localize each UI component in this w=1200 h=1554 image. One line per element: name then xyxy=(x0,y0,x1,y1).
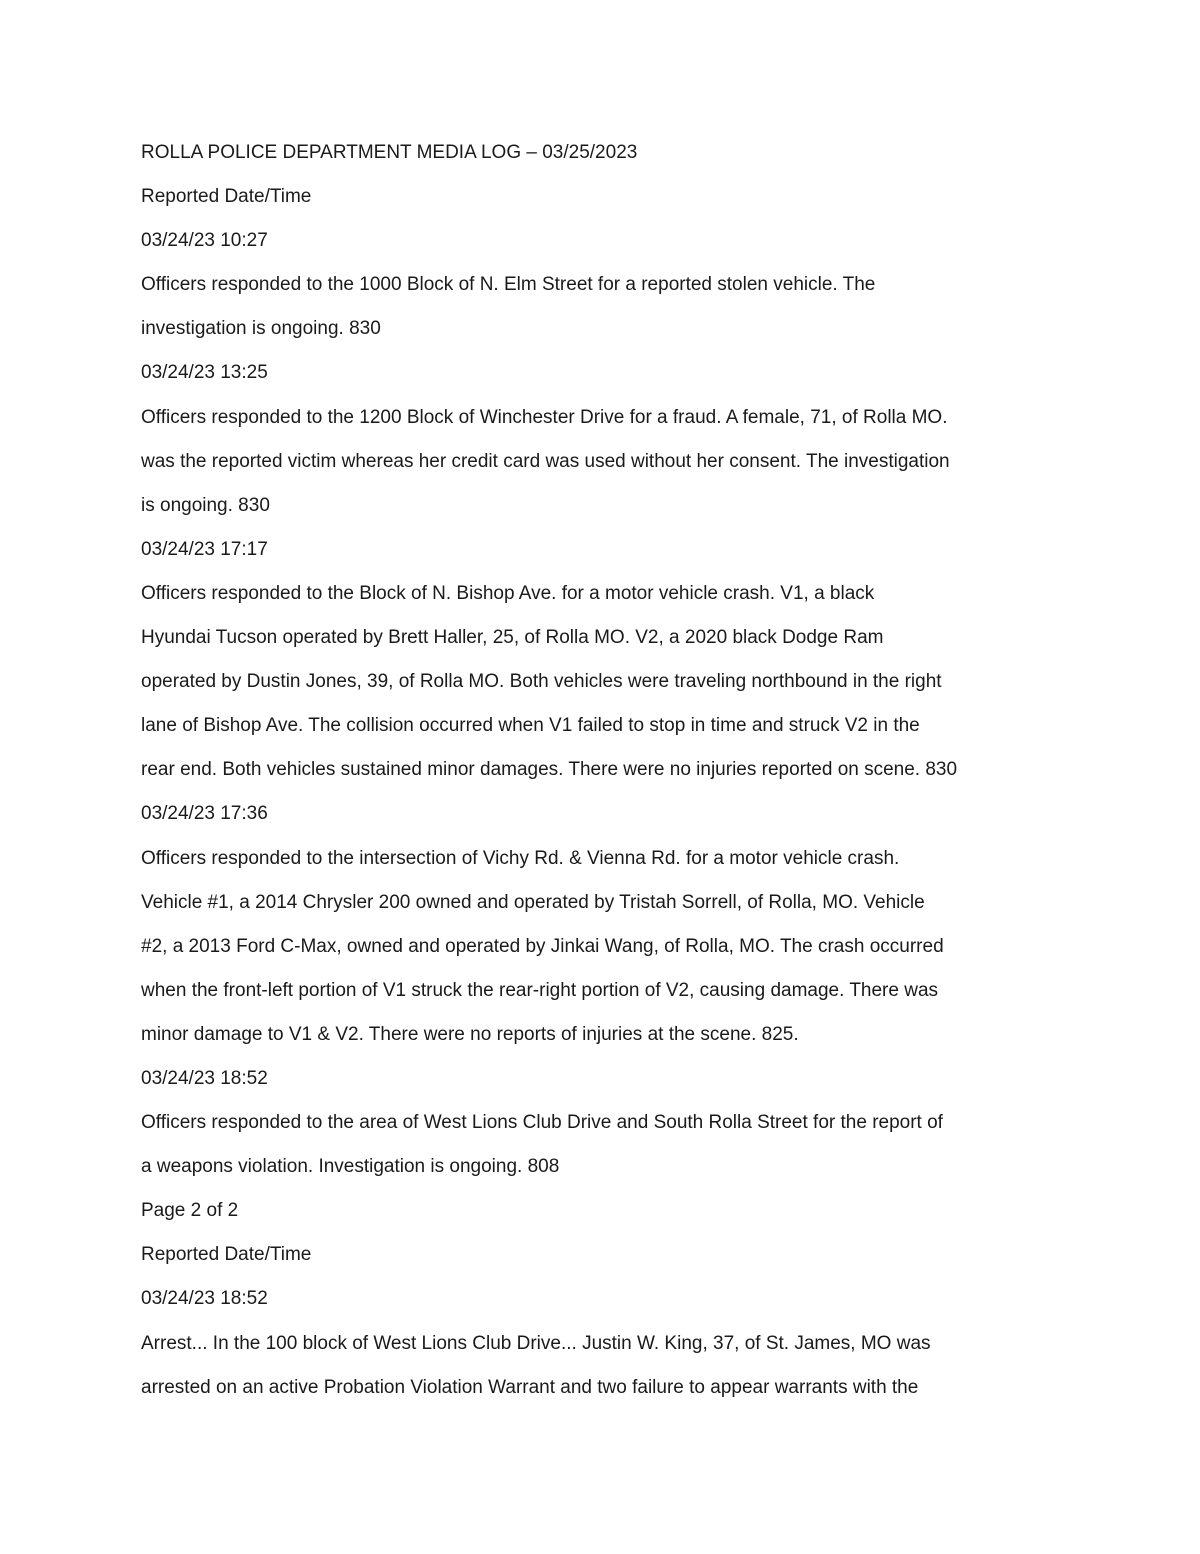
document-title: ROLLA POLICE DEPARTMENT MEDIA LOG – 03/25/2023 xyxy=(141,142,638,163)
entry-text-line: lane of Bishop Ave. The collision occurred when V1 failed to stop in time and struck V2 in the xyxy=(141,715,920,737)
entry-text-line: Officers responded to the area of West Lions Club Drive and South Rolla Street for the report of xyxy=(141,1112,943,1134)
entry-text-line: minor damage to V1 & V2. There were no reports of injuries at the scene. 825. xyxy=(141,1023,799,1045)
entry-text-line: arrested on an active Probation Violation Warrant and two failure to appear warrants with the xyxy=(141,1376,919,1398)
entry-text-line: Vehicle #1, a 2014 Chrysler 200 owned and operated by Tristah Sorrell, of Rolla, MO. Vehicle xyxy=(141,891,925,913)
log-entry xyxy=(141,528,1021,793)
entry-text-line: Arrest... In the 100 block of West Lions Club Drive... Justin W. King, 37, of St. James, MO was xyxy=(141,1332,931,1354)
entry-datetime: 03/24/23 17:36 xyxy=(141,803,268,825)
entry-text-line: #2, a 2013 Ford C-Max, owned and operated by Jinkai Wang, of Rolla, MO. The crash occurred xyxy=(141,935,944,957)
log-entry xyxy=(141,219,1021,351)
entry-datetime: 03/24/23 10:27 xyxy=(141,230,268,252)
entry-text-line: Officers responded to the intersection of Vichy Rd. & Vienna Rd. for a motor vehicle crash. xyxy=(141,847,900,869)
entry-text-line: Officers responded to the 1000 Block of N. Elm Street for a reported stolen vehicle. The xyxy=(141,274,876,296)
reported-datetime-header-2: Reported Date/Time xyxy=(141,1244,312,1266)
log-entry xyxy=(141,1057,1021,1189)
entry-datetime: 03/24/23 18:52 xyxy=(141,1067,268,1089)
entry-text-line: rear end. Both vehicles sustained minor damages. There were no injuries reported on scene. 830 xyxy=(141,759,958,781)
entry-datetime: 03/24/23 13:25 xyxy=(141,362,268,384)
entry-text-line: operated by Dustin Jones, 39, of Rolla MO. Both vehicles were traveling northbound in the right xyxy=(141,671,942,693)
entry-text-line: a weapons violation. Investigation is ongoing. 808 xyxy=(141,1156,560,1178)
entry-text-line: Officers responded to the Block of N. Bishop Ave. for a motor vehicle crash. V1, a black xyxy=(141,582,875,604)
entry-text-line: when the front-left portion of V1 struck the rear-right portion of V2, causing damage. There was xyxy=(141,979,939,1001)
entry-datetime: 03/24/23 18:52 xyxy=(141,1288,268,1310)
entry-text-line: Officers responded to the 1200 Block of Winchester Drive for a fraud. A female, 71, of Rolla MO. xyxy=(141,406,948,428)
entry-text-line: was the reported victim whereas her credit card was used without her consent. The investigation xyxy=(141,450,950,472)
entry-datetime: 03/24/23 17:17 xyxy=(141,538,268,560)
log-entry xyxy=(141,1277,1021,1409)
document-page xyxy=(141,131,1021,1410)
log-entry xyxy=(141,351,1021,527)
entry-text-line: is ongoing. 830 xyxy=(141,494,270,516)
reported-datetime-header: Reported Date/Time xyxy=(141,186,312,208)
entry-text-line: Hyundai Tucson operated by Brett Haller, 25, of Rolla MO. V2, a 2020 black Dodge Ram xyxy=(141,627,884,649)
log-entry xyxy=(141,792,1021,1057)
page-number-label: Page 2 of 2 xyxy=(141,1200,239,1222)
entry-text-line: investigation is ongoing. 830 xyxy=(141,318,381,340)
